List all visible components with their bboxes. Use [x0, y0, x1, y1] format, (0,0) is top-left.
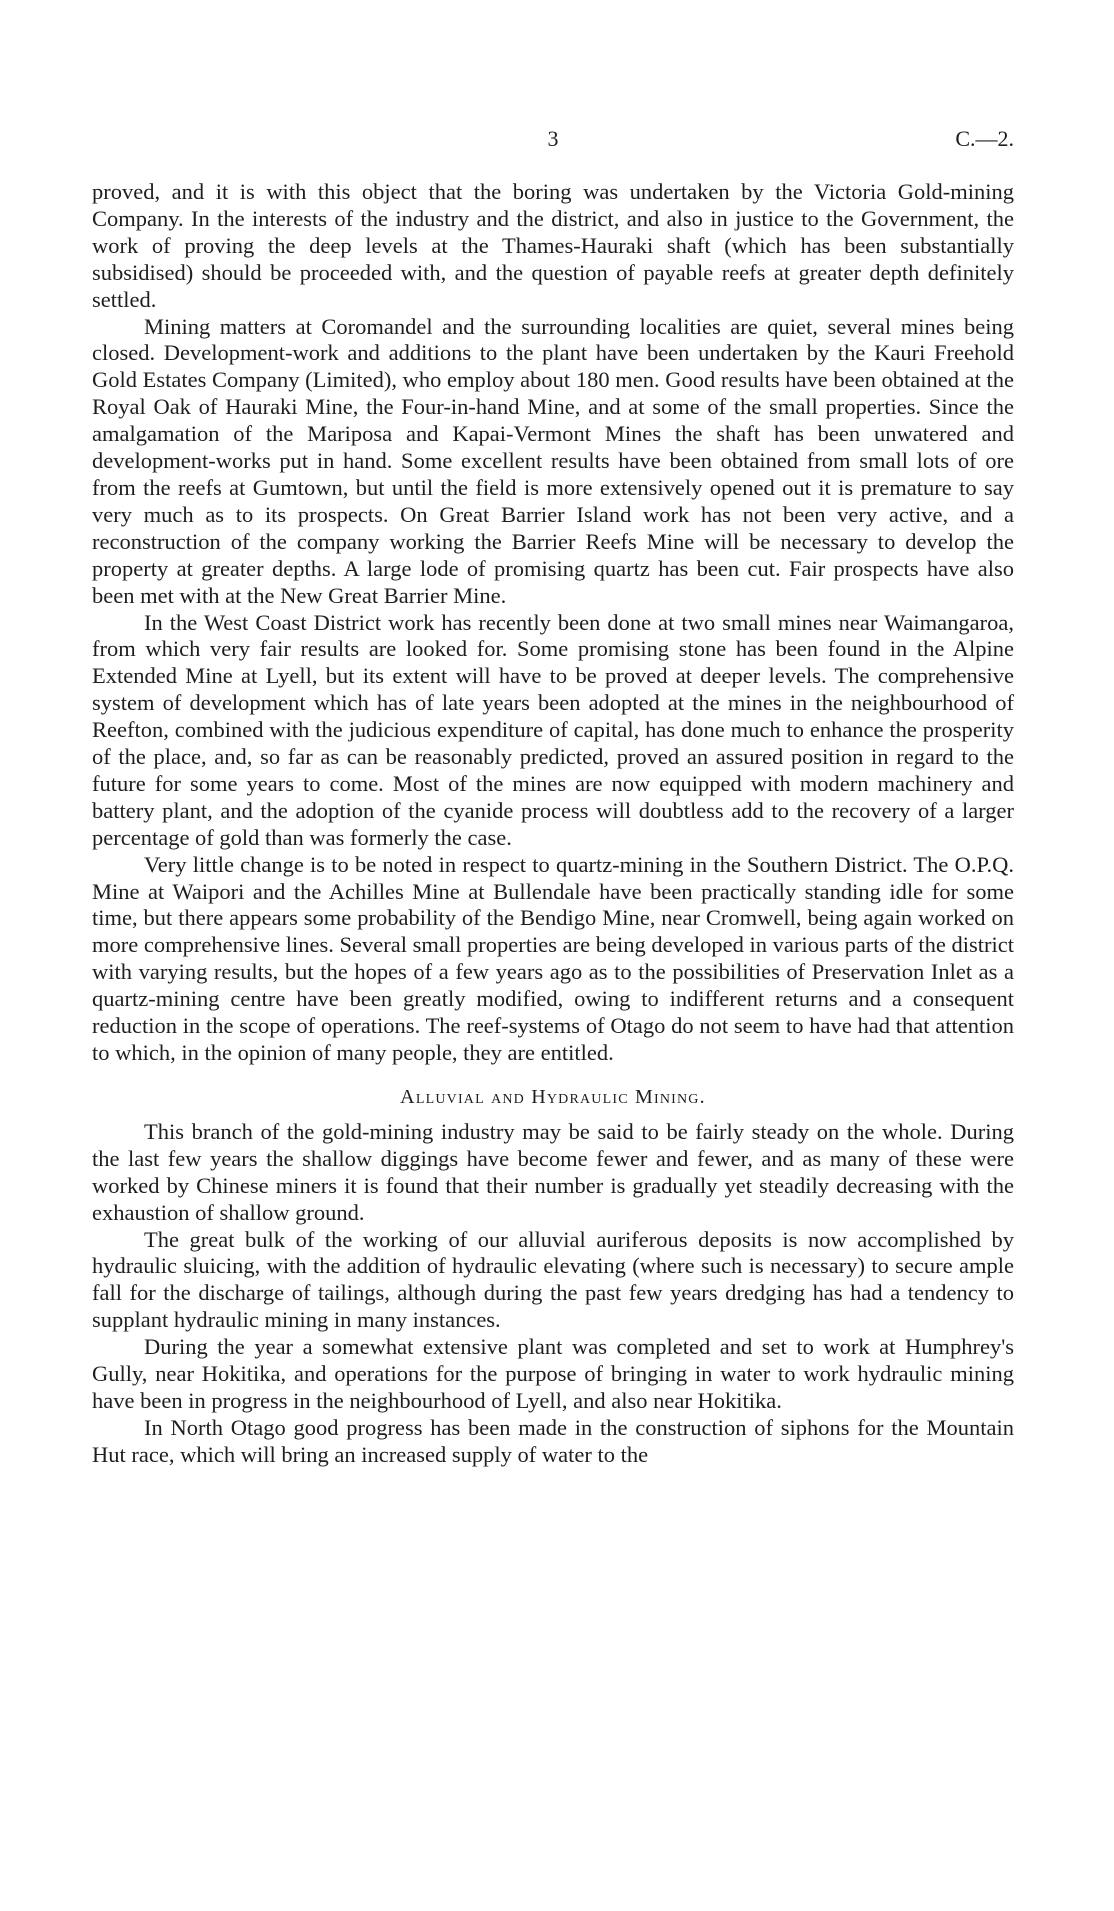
- paragraph-hydraulic-sluicing: The great bulk of the working of our alluvial auriferous deposits is now accomplished by hydraulic sluicing, with the addition of hydraulic elevating (where such is necessary) to secure ample fall for the discharge of tailings, although during the past few years dredging has had a tendency to supplant hydraulic mining in many instances.: [92, 1226, 1014, 1333]
- paragraph-west-coast: In the West Coast District work has recently been done at two small mines near Waimangaroa, from which very fair results are looked for. Some promising stone has been found in the Alpine Extended Mine at Lyell, but its extent will have to be proved at deeper levels. The comprehensive system of development which has of late years been adopted at the mines in the neighbourhood of Reefton, combined with the judicious expenditure of capital, has done much to enhance the prosperity of the place, and, so far as can be reasonably predicted, proved an assured position in regard to the future for some years to come. Most of the mines are now equipped with modern machinery and battery plant, and the adoption of the cyanide process will doubtless add to the recovery of a larger percentage of gold than was formerly the case.: [92, 609, 1014, 850]
- paragraph-southern-district: Very little change is to be noted in respect to quartz-mining in the Southern District. The O.P.Q. Mine at Waipori and the Achilles Mine at Bullendale have been practically standing idle for some time, but there appears some probability of the Bendigo Mine, near Cromwell, being again worked on more comprehensive lines. Several small properties are being developed in various parts of the district with varying results, but the hopes of a few years ago as to the possibilities of Preservation Inlet as a quartz-mining centre have been greatly modified, owing to indifferent returns and a consequent reduction in the scope of operations. The reef-systems of Otago do not seem to have had that attention to which, in the opinion of many people, they are entitled.: [92, 851, 1014, 1065]
- document-reference: C.—2.: [955, 126, 1014, 151]
- paragraph-north-otago: In North Otago good progress has been made in the construction of siphons for the Mountain Hut race, which will bring an increased supply of water to the: [92, 1414, 1014, 1467]
- page-header: [92, 126, 1014, 156]
- section-heading: Alluvial and Hydraulic Mining.: [400, 1085, 706, 1108]
- body-text: [92, 179, 1014, 1469]
- paragraph-coromandel: Mining matters at Coromandel and the surrounding localities are quiet, several mines being closed. Development-work and additions to the plant have been undertaken by the Kauri Freehold Gold Estates Company (Limited), who employ about 180 men. Good results have been obtained at the Royal Oak of Hauraki Mine, the Four-in-hand Mine, and at some of the small properties. Since the amalgamation of the Mariposa and Kapai-Vermont Mines the shaft has been unwatered and development-works put in hand. Some excellent results have been obtained from small lots of ore from the reefs at Gumtown, but until the field is more extensively opened out it is premature to say very much as to its prospects. On Great Barrier Island work has not been very active, and a reconstruction of the company working the Barrier Reefs Mine will be necessary to develop the property at greater depths. A large lode of promising quartz has been cut. Fair prospects have also been met with at the New Great Barrier Mine.: [92, 313, 1014, 608]
- page-number: 3: [547, 126, 559, 151]
- paragraph-humphreys-gully: During the year a somewhat extensive plant was completed and set to work at Humphrey's Gully, near Hokitika, and operations for the purpose of bringing in water to work hydraulic mining have been in progress in the neighbourhood of Lyell, and also near Hokitika.: [92, 1334, 1014, 1413]
- paragraph-continued: proved, and it is with this object that the boring was undertaken by the Victoria Gold-mining Company. In the interests of the industry and the district, and also in justice to the Government, the work of proving the deep levels at the Thames-Hauraki shaft (which has been substantially subsidised) should be proceeded with, and the question of payable reefs at greater depth definitely settled.: [92, 179, 1014, 312]
- paragraph-alluvial-overview: This branch of the gold-mining industry may be said to be fairly steady on the whole. During the last few years the shallow diggings have become fewer and fewer, and as many of these were worked by Chinese miners it is found that their number is gradually yet steadily decreasing with the exhaustion of shallow ground.: [92, 1118, 1014, 1225]
